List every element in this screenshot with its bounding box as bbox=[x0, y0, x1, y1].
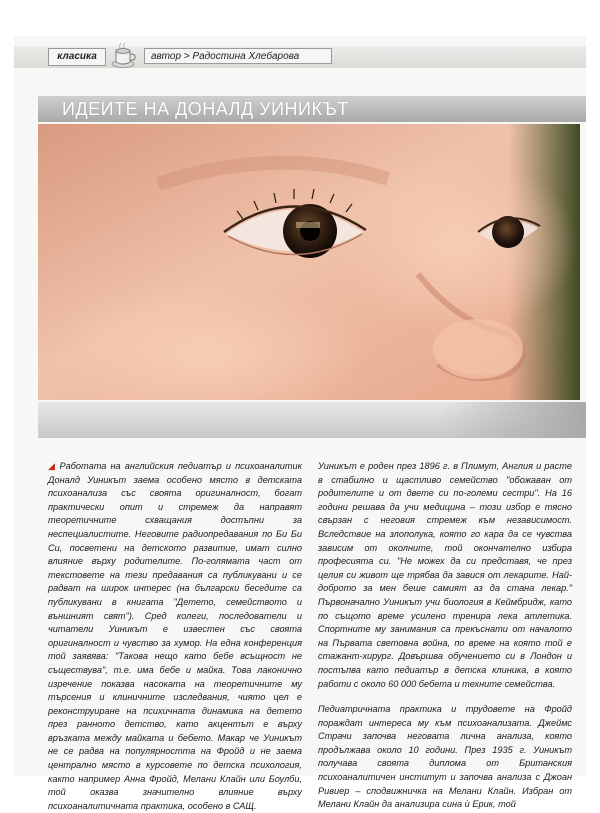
baby-face-illustration bbox=[38, 124, 580, 400]
paragraph-text: Работата на английския педиатър и психоаналитик Доналд Уиникът заема особено място в детската психоанализа със своята оригиналност, богат практически опит и стремеж да направят теоретичните схващания достъпни за неспециалистите. Неговите радиопредавания по Би Би Си, посветени на детското развитие, имат силно влияние върху родителите. По-голямата част от текстовете на тези предавания са публикувани и се радват на широк интерес (на български беседите са публикувани в книгата "Детето, семейството и външният свят"). Сред колеги, последователи и читатели Уиникът е известен със своята оригиналност и чувство за хумор. На една конференция той заявява: "Такова нещо като бебе всъщност не съществува", т.е. има бебе и майка. Това лаконично изречение показва насоката на теоретичните му търсения и клиничните изследвания, чиято цел е реконструиране на психичната динамика на детето през ранното детство, като акцентът е върху връзката между майката и бебето. Макар че Уиникът не се радва на популярността на Фройд и не заема централно място в курсовете по детска психология, както например Анна Фройд, Мелани Клайн или Боулби, той оказва значително влияние върху психоаналитичната практика, особено в САЩ. bbox=[48, 461, 302, 811]
triangle-bullet-icon: ◢ bbox=[48, 461, 57, 471]
author-line: автор > Радостина Хлебарова bbox=[144, 48, 332, 64]
paragraph: Педиатричната практика и трудовете на Фройд пораждат интереса му към психоанализата. Джеймс Страчи започва неговата лична анализа, която продължава около 10 години. През 1935 г. Уиникът получава своята диплома от Британския психоаналитичен институт и започва анализа с Джоан Ривиер – сподвижничка на Мелани Клайн. Избран от Мелани Клайн да анализира сина ѝ Ерик, той bbox=[318, 704, 572, 810]
text-column-left bbox=[48, 460, 302, 813]
section-label: класика bbox=[48, 48, 106, 66]
coffee-mug-icon bbox=[110, 42, 138, 70]
text-column-right bbox=[318, 460, 572, 812]
photo-bottom-band-fade bbox=[440, 402, 586, 438]
baby-eyes-photo bbox=[38, 124, 580, 400]
article-title: ИДЕИТЕ НА ДОНАЛД УИНИКЪТ bbox=[62, 99, 349, 119]
paragraph bbox=[48, 460, 302, 813]
paragraph: Уиникът е роден през 1896 г. в Плимут, Англия и расте в стабилно и щастливо семейство "обожаван от родителите и от двете си по-големи сестри". На 16 години решава да учи медицина – този избор е тясно свързан с неговия стремеж към независимост. Вследствие на злополука, която го кара да се чувства зависим от околните, той окончателно избира професията си. "Не можех да си представя, че през целия си живот ще трябва да завися от лекарите. Най-доброто за мен беше самият аз да стана лекар." Първоначално Уиникът учи биология в Кеймбридж, като по същото време усилено тренира лека атлетика. Спортните му занимания са прекъснати от началото на Първата световна война, по време на която той е стажант-хирург. Довършва обучението си в Лондон и постъпва като педиатър в детска клиника, в която работи с около 60 000 бебета и техните семейства. bbox=[318, 461, 572, 689]
